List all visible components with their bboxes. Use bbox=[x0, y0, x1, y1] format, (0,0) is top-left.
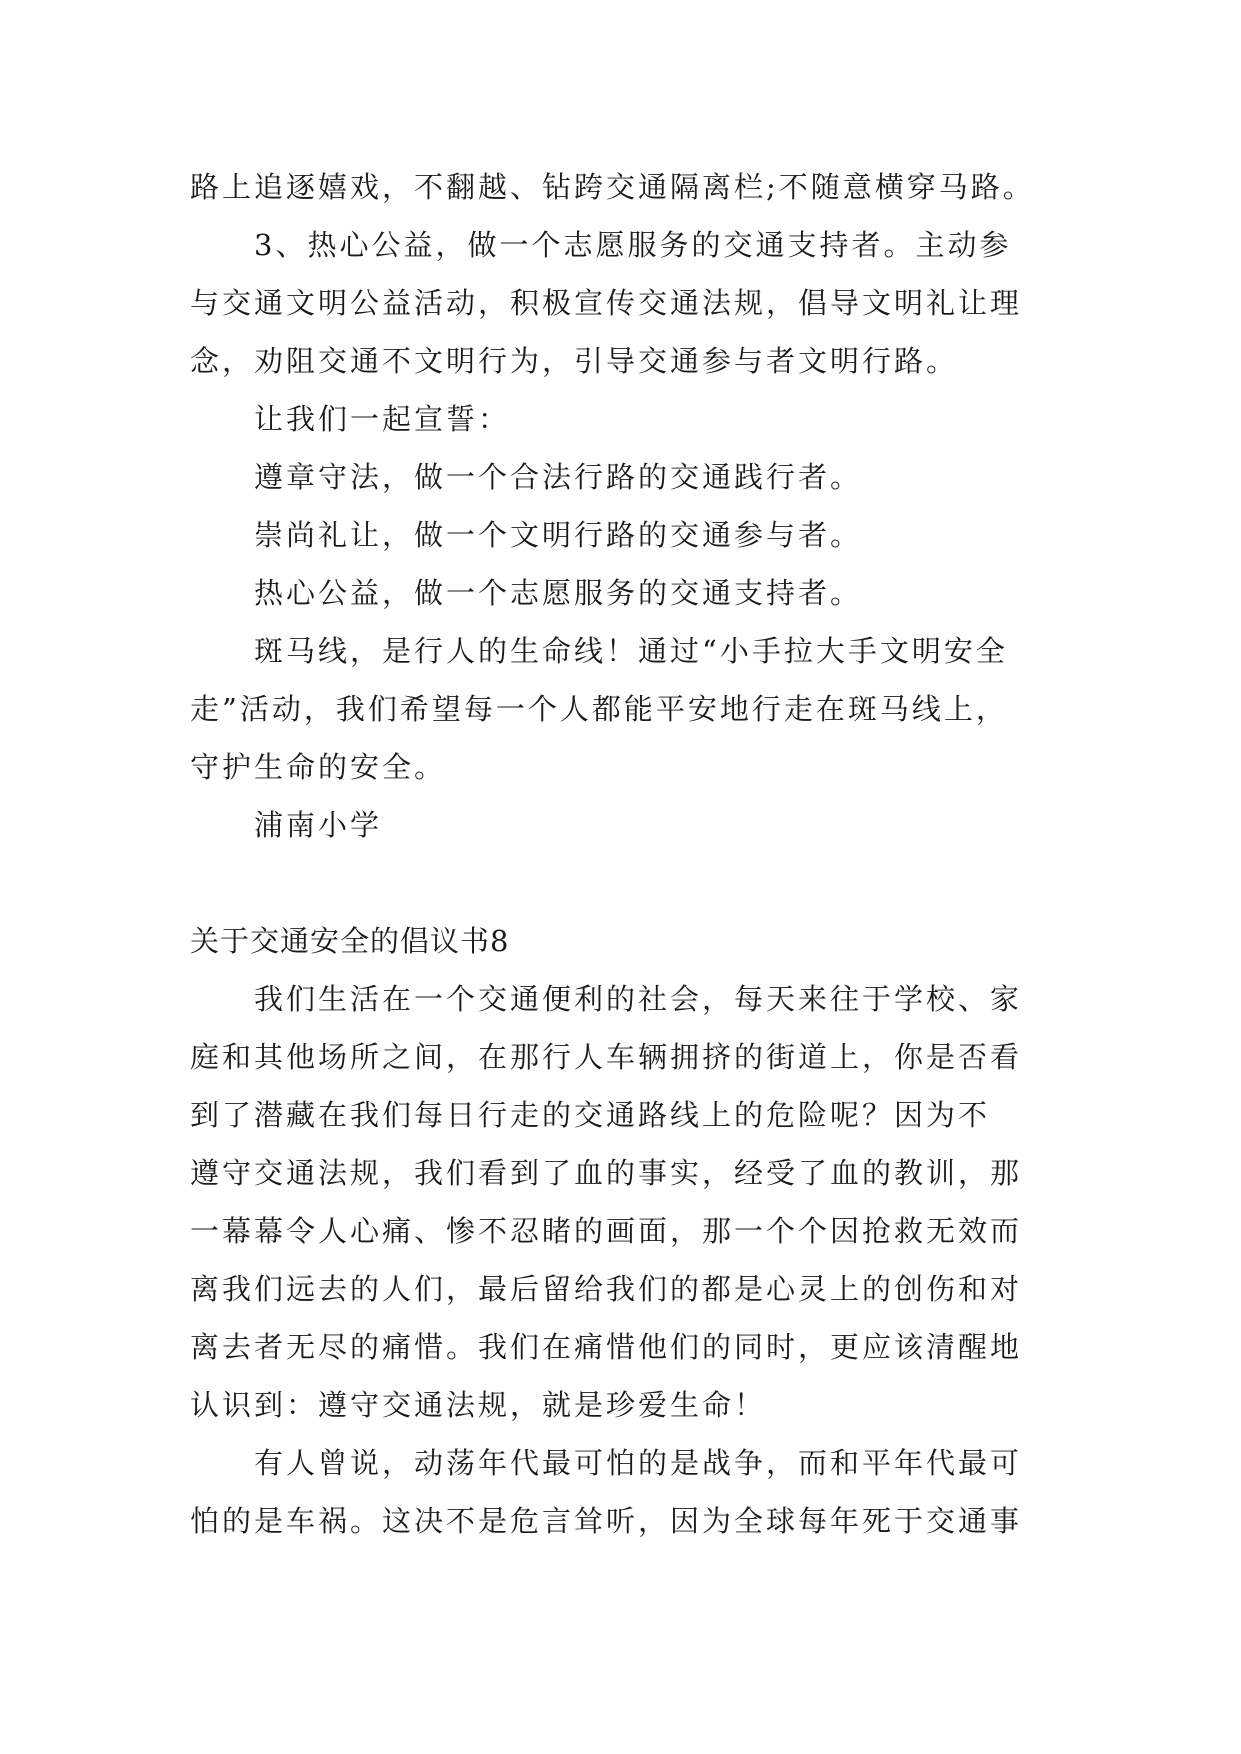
text-line: 一幕幕令人心痛、惨不忍睹的画面，那一个个因抢救无效而 bbox=[190, 1214, 1023, 1248]
text-line: 庭和其他场所之间，在那行人车辆拥挤的街道上，你是否看 bbox=[190, 1040, 1023, 1074]
document-body bbox=[190, 158, 1090, 1550]
text-line: 热心公益，做一个志愿服务的交通支持者。 bbox=[254, 576, 863, 610]
text-line: 念，劝阻交通不文明行为，引导交通参与者文明行路。 bbox=[190, 344, 959, 378]
section-heading: 关于交通安全的倡议书8 bbox=[190, 924, 510, 958]
text-line: 到了潜藏在我们每日行走的交通路线上的危险呢？因为不 bbox=[190, 1098, 991, 1132]
text-line: 走”活动，我们希望每一个人都能平安地行走在斑马线上， bbox=[190, 692, 1008, 726]
text-line: 与交通文明公益活动，积极宣传交通法规，倡导文明礼让理 bbox=[190, 286, 1023, 320]
signature-line: 浦南小学 bbox=[254, 808, 383, 842]
text-line: 路上追逐嬉戏，不翻越、钻跨交通隔离栏;不随意横穿马路。 bbox=[190, 170, 1035, 204]
text-line: 认识到：遵守交通法规，就是珍爱生命！ bbox=[190, 1388, 767, 1422]
text-line: 离去者无尽的痛惜。我们在痛惜他们的同时，更应该清醒地 bbox=[190, 1330, 1023, 1364]
text-line: 斑马线，是行人的生命线！通过“小手拉大手文明安全 bbox=[254, 634, 1008, 668]
text-line: 遵章守法，做一个合法行路的交通践行者。 bbox=[254, 460, 863, 494]
text-line: 崇尚礼让，做一个文明行路的交通参与者。 bbox=[254, 518, 863, 552]
text-line: 离我们远去的人们，最后留给我们的都是心灵上的创伤和对 bbox=[190, 1272, 1023, 1306]
text-line: 守护生命的安全。 bbox=[190, 750, 447, 784]
text-line: 我们生活在一个交通便利的社会，每天来往于学校、家 bbox=[254, 982, 1023, 1016]
blank-line bbox=[190, 854, 1090, 912]
text-line: 让我们一起宣誓： bbox=[254, 402, 511, 436]
text-line: 有人曾说，动荡年代最可怕的是战争，而和平年代最可 bbox=[254, 1446, 1023, 1480]
text-line: 遵守交通法规，我们看到了血的事实，经受了血的教训，那 bbox=[190, 1156, 1023, 1190]
text-line: 3、热心公益，做一个志愿服务的交通支持者。主动参 bbox=[254, 228, 1012, 262]
text-line: 怕的是车祸。这决不是危言耸听，因为全球每年死于交通事 bbox=[190, 1504, 1023, 1538]
